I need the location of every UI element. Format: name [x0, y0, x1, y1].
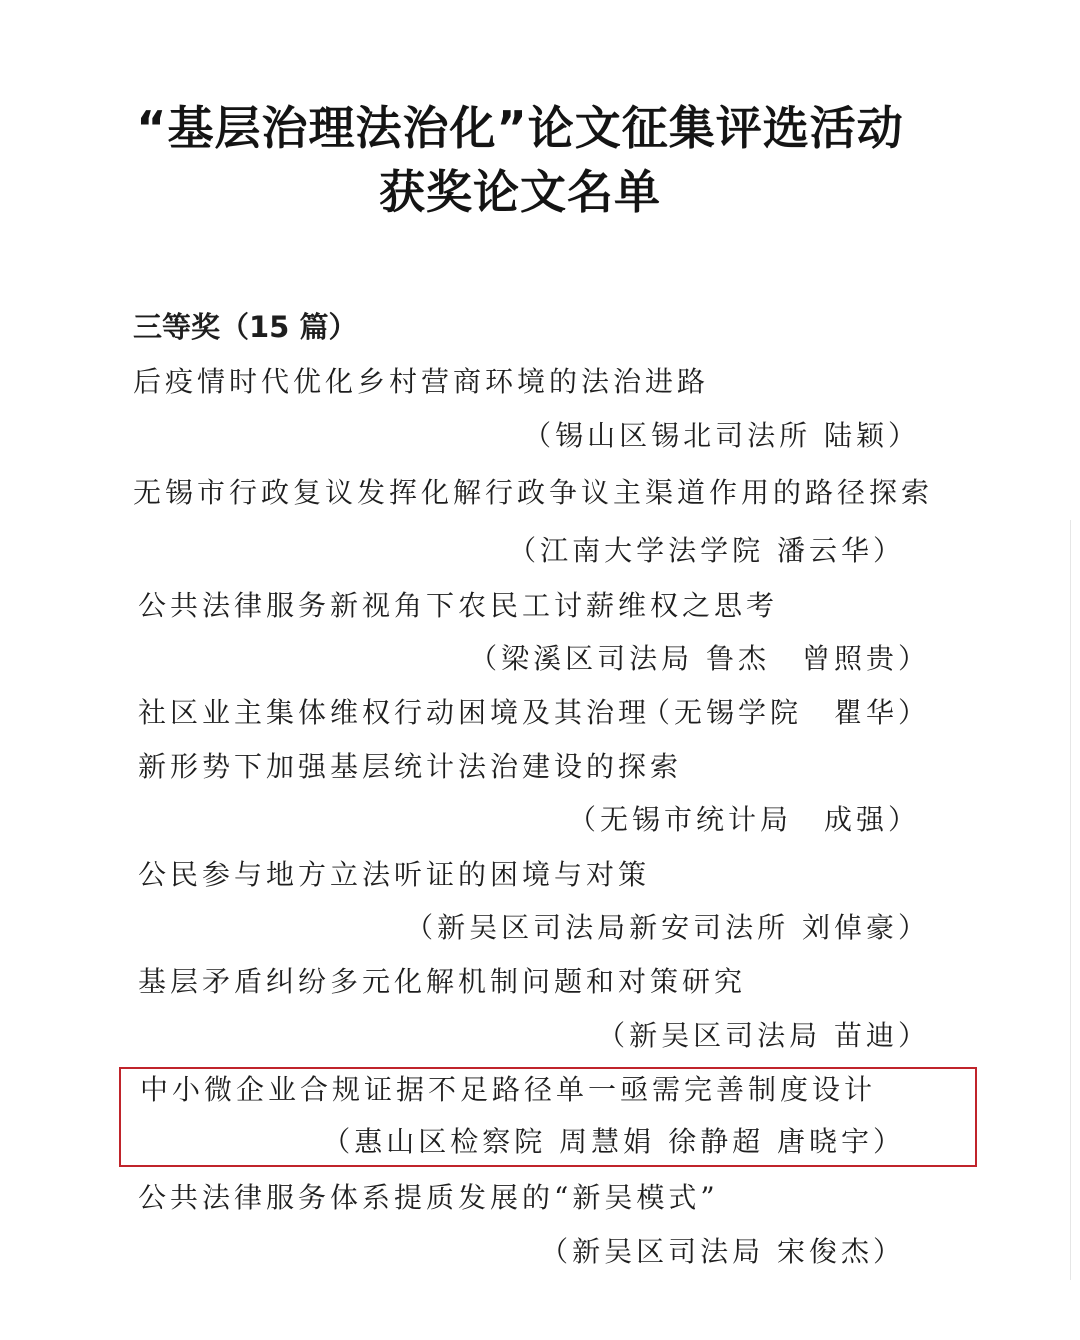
entry-title: 新形势下加强基层统计法治建设的探索: [138, 750, 683, 783]
page-edge-divider: [1070, 520, 1071, 1280]
entry-author: （惠山区检察院 周慧娟 徐静超 唐晓宇）: [322, 1125, 905, 1158]
entry-author: （新吴区司法局 宋俊杰）: [540, 1235, 905, 1268]
entry-author: （新吴区司法局新安司法所 刘倬豪）: [405, 911, 930, 944]
entry-title: 公民参与地方立法听证的困境与对策: [138, 858, 651, 891]
entry-title: 公共法律服务新视角下农民工讨薪维权之思考: [138, 589, 779, 622]
entry-title: 中小微企业合规证据不足路径单一亟需完善制度设计: [140, 1073, 877, 1106]
entry-author: （新吴区司法局 苗迪）: [597, 1019, 930, 1052]
entry-title: 公共法律服务体系提质发展的“新吴模式”: [138, 1181, 719, 1214]
section-heading: 三等奖（15 篇）: [133, 310, 358, 344]
entry-title: 基层矛盾纠纷多元化解机制问题和对策研究: [138, 965, 747, 998]
entry-title: 后疫情时代优化乡村营商环境的法治进路: [133, 365, 710, 398]
entry-author: （梁溪区司法局 鲁杰 曾照贵）: [469, 642, 930, 675]
entry-author: （江南大学法学院 潘云华）: [508, 534, 905, 567]
entry-author: （无锡学院 瞿华）: [641, 696, 930, 729]
entry-title: 无锡市行政复议发挥化解行政争议主渠道作用的路径探索: [133, 476, 934, 509]
document-subtitle: 获奖论文名单: [379, 165, 661, 219]
document-title: “基层治理法治化”论文征集评选活动: [136, 101, 904, 155]
entry-author: （锡山区锡北司法所 陆颖）: [523, 419, 920, 452]
entry-author: （无锡市统计局 成强）: [567, 803, 920, 836]
entry-title: 社区业主集体维权行动困境及其治理: [138, 696, 651, 729]
